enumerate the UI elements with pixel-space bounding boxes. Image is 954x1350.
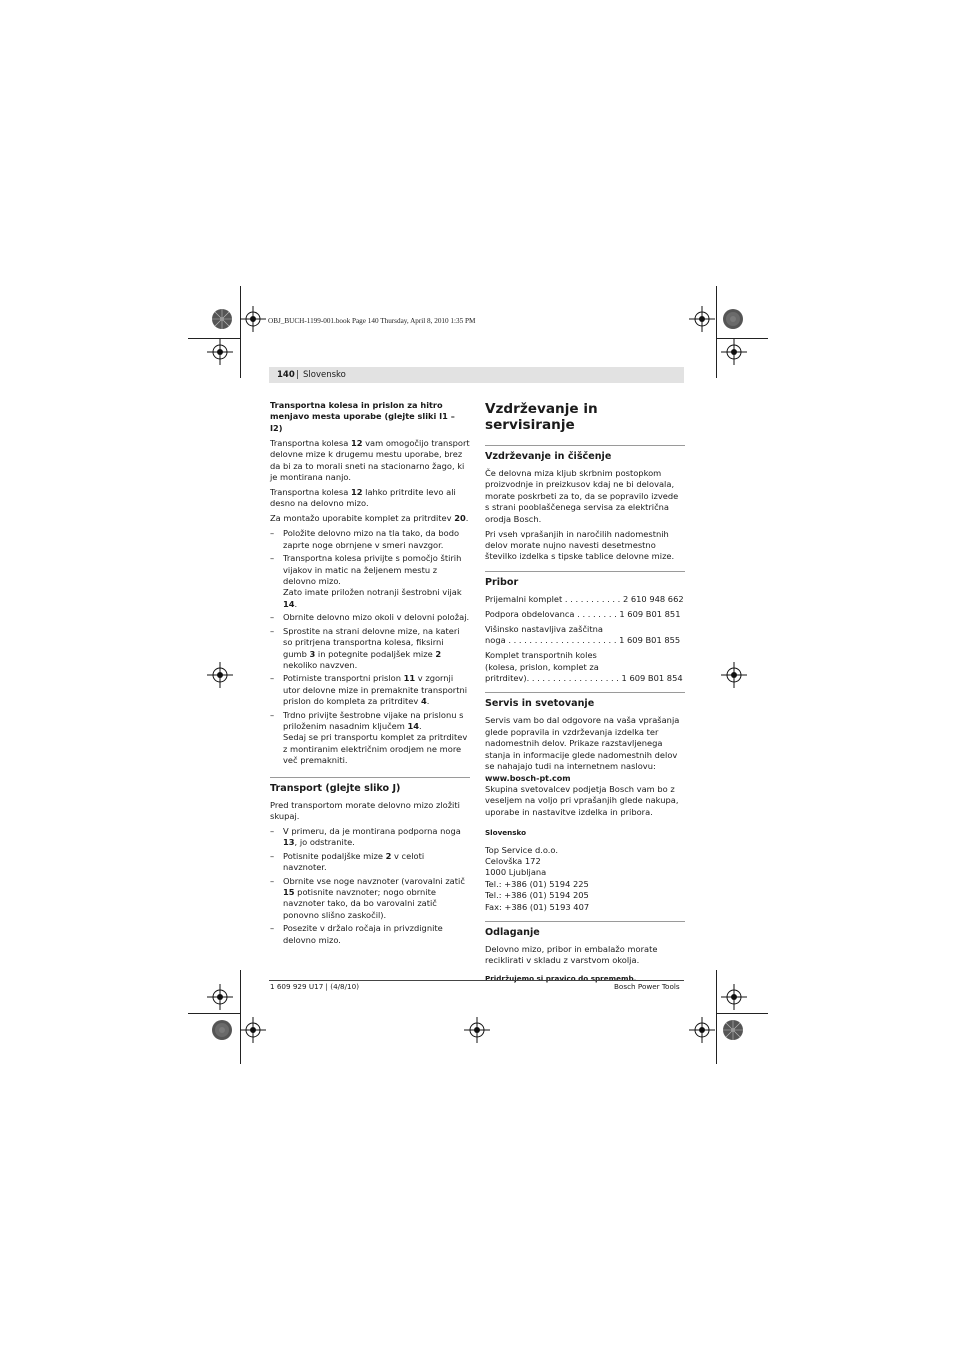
section-divider: [270, 777, 470, 778]
accessory-item: Višinsko nastavljiva zaščitna noga . . . . . . . . . . . . . . . . . . . . . 1 609 B01 855: [485, 623, 681, 646]
list-item: – Obrnite delovno mizo okoli v delovni položaj.: [270, 612, 470, 623]
maintenance-paragraph: Če delovna miza kljub skrbnim postopkom proizvodnje in preizkusov kdaj ne bi delovala, morate poskrbeti za to, da se popravilo izvede s strani pooblaščenega servisa za električna orodja Bosch.: [485, 468, 679, 524]
maintenance-heading: Vzdrževanje in čiščenje: [485, 451, 612, 462]
country-label: Slovensko: [485, 828, 527, 838]
paragraph: Za montažo uporabite komplet za pritrditev 20.: [270, 513, 469, 524]
service-url-link[interactable]: www.bosch-pt.com: [485, 773, 571, 783]
reservation-note: Pridržujemo si pravico do sprememb.: [485, 973, 637, 983]
header-separator: |: [296, 370, 299, 380]
accessories-heading: Pribor: [485, 576, 519, 588]
registration-target-icon: [207, 662, 233, 688]
footer-brand: Bosch Power Tools: [614, 982, 680, 991]
section-divider: [485, 571, 685, 572]
phone-line: Tel.: +386 (01) 5194 225: [485, 878, 589, 889]
paragraph: Transportna kolesa 12 lahko pritrdite levo ali desno na delovno mizo.: [270, 487, 456, 509]
list-item: – Potisnite podaljške mize 2 v celoti navznoter.: [270, 851, 470, 874]
section-divider: [485, 692, 685, 693]
color-bar-disk-icon: [211, 1019, 233, 1041]
registration-target-icon: [464, 1017, 490, 1043]
main-heading: Vzdrževanje in servisiranje: [485, 401, 598, 433]
registration-target-icon: [207, 339, 233, 365]
registration-target-icon: [240, 306, 266, 332]
accessory-item: Prijemalni komplet . . . . . . . . . . . 2 610 948 662: [485, 593, 684, 604]
page-header-bar: [269, 367, 684, 383]
transport-heading: Transport (glejte sliko J): [270, 782, 401, 794]
list-item: – Transportna kolesa privijte s pomočjo štirih vijakov in matic na željenem mestu z delovno mizo. Zato imate priložen notranji šestrobni vijak 14.: [270, 553, 470, 610]
list-item: – V primeru, da je montirana podporna noga 13, jo odstranite.: [270, 826, 470, 849]
list-item: – Potirniste transportni prislon 11 v zgornji utor delovne mize in premaknite transportni prislon do kompleta za pritrditev 4.: [270, 673, 470, 707]
header-language: Slovensko: [303, 370, 346, 380]
disposal-paragraph: Delovno mizo, pribor in embalažo morate reciklirati v skladu z varstvom okolja.: [485, 943, 658, 966]
color-bar-disk-icon: [722, 1019, 744, 1041]
list-item: – Sprostite na strani delovne mize, na kateri so pritrjena transportna kolesa, fiksirni gumb 3 in potegnite podaljšek mize 2 nekoliko navzven.: [270, 626, 470, 672]
transport-steps-list: [270, 826, 470, 946]
accessory-item: Podpora obdelovanca . . . . . . . . 1 609 B01 851: [485, 608, 681, 619]
color-bar-disk-icon: [211, 308, 233, 330]
registration-target-icon: [689, 1017, 715, 1043]
accessory-item: Komplet transportnih koles (kolesa, prislon, komplet za pritrditev). . . . . . . . . . . . . . . . . . 1 609 B01 854: [485, 650, 683, 684]
paragraph: Transportna kolesa 12 vam omogočijo transport delovne mize k drugemu mestu uporabe, brez da bi za to morali sneti na stacionarno žago, ki je montirana nanjo.: [270, 437, 470, 483]
registration-target-icon: [721, 339, 747, 365]
disposal-heading: Odlaganje: [485, 926, 540, 938]
left-column: [270, 400, 470, 950]
section-divider: [485, 445, 685, 446]
registration-target-icon: [721, 662, 747, 688]
list-item-note: Zato imate priložen notranji šestrobni vijak 14.: [283, 587, 462, 609]
registration-target-icon: [240, 1017, 266, 1043]
section-divider: [485, 921, 685, 922]
address-line: Top Service d.o.o.: [485, 844, 558, 855]
list-item: – Trdno privijte šestrobne vijake na prislonu s priloženim nasadnim ključem 14. Sedaj se pri transportu komplet za pritrditev z montiranim električnim orodjem ne more več premakniti.: [270, 710, 470, 767]
registration-target-icon: [689, 306, 715, 332]
address-block: [485, 845, 685, 913]
maintenance-paragraph: Pri vseh vprašanjih in naročilih nadomestnih delov morate nujno navesti desetmestno številko izdelka s tipske tablice delovne mize.: [485, 528, 675, 562]
service-paragraph: Servis vam bo dal odgovore na vaša vprašanja glede popravila in vzdrževanja izdelka ter nadomestnih delov. Prikaze razstavljenega stanja in informacije glede nadomestnih delov se nahajajo tudi na internetnem naslovu:: [485, 715, 680, 772]
right-column: [485, 396, 685, 988]
service-heading: Servis in svetovanje: [485, 698, 595, 710]
mounting-steps-list: [270, 528, 470, 766]
transport-wheels-heading: Transportna kolesa in prislon za hitro menjavo mesta uporabe (glejte sliki I1 – I2): [270, 400, 455, 433]
address-line: Celovška 172: [485, 855, 541, 866]
list-item: – Obrnite vse noge navznoter (varovalni zatič 15 potisnite navznoter; nogo obrnite navznoter tako, da bo varovalni zatič ponovno slišno zaskočil).: [270, 876, 470, 922]
service-paragraph: Skupina svetovalcev podjetja Bosch vam bo z veseljem na voljo pri vprašanjih glede nakupa, uporabe in nastavitve izdelka in pribora.: [485, 783, 679, 817]
phone-line: Tel.: +386 (01) 5194 205: [485, 890, 589, 901]
page-number: 140: [277, 370, 295, 380]
registration-target-icon: [721, 984, 747, 1010]
fax-line: Fax: +386 (01) 5193 407: [485, 901, 590, 912]
transport-intro: Pred transportom morate delovno mizo zložiti skupaj.: [270, 799, 460, 821]
color-bar-disk-icon: [722, 308, 744, 330]
registration-target-icon: [207, 984, 233, 1010]
address-line: 1000 Ljubljana: [485, 867, 547, 878]
footer-divider: [269, 980, 684, 981]
footer-document-code: 1 609 929 U17 | (4/8/10): [270, 982, 360, 991]
book-file-info: OBJ_BUCH-1199-001.book Page 140 Thursday, April 8, 2010 1:35 PM: [268, 317, 476, 325]
accessories-list: [485, 594, 685, 685]
list-item-note: Sedaj se pri transportu komplet za pritrditev z montiranim električnim orodjem ne more več premakniti.: [283, 732, 468, 766]
list-item: – Položite delovno mizo na tla tako, da bodo zaprte noge obrnjene v smeri navzgor.: [270, 528, 470, 551]
list-item: – Posezite v držalo ročaja in privzdignite delovno mizo.: [270, 923, 470, 946]
